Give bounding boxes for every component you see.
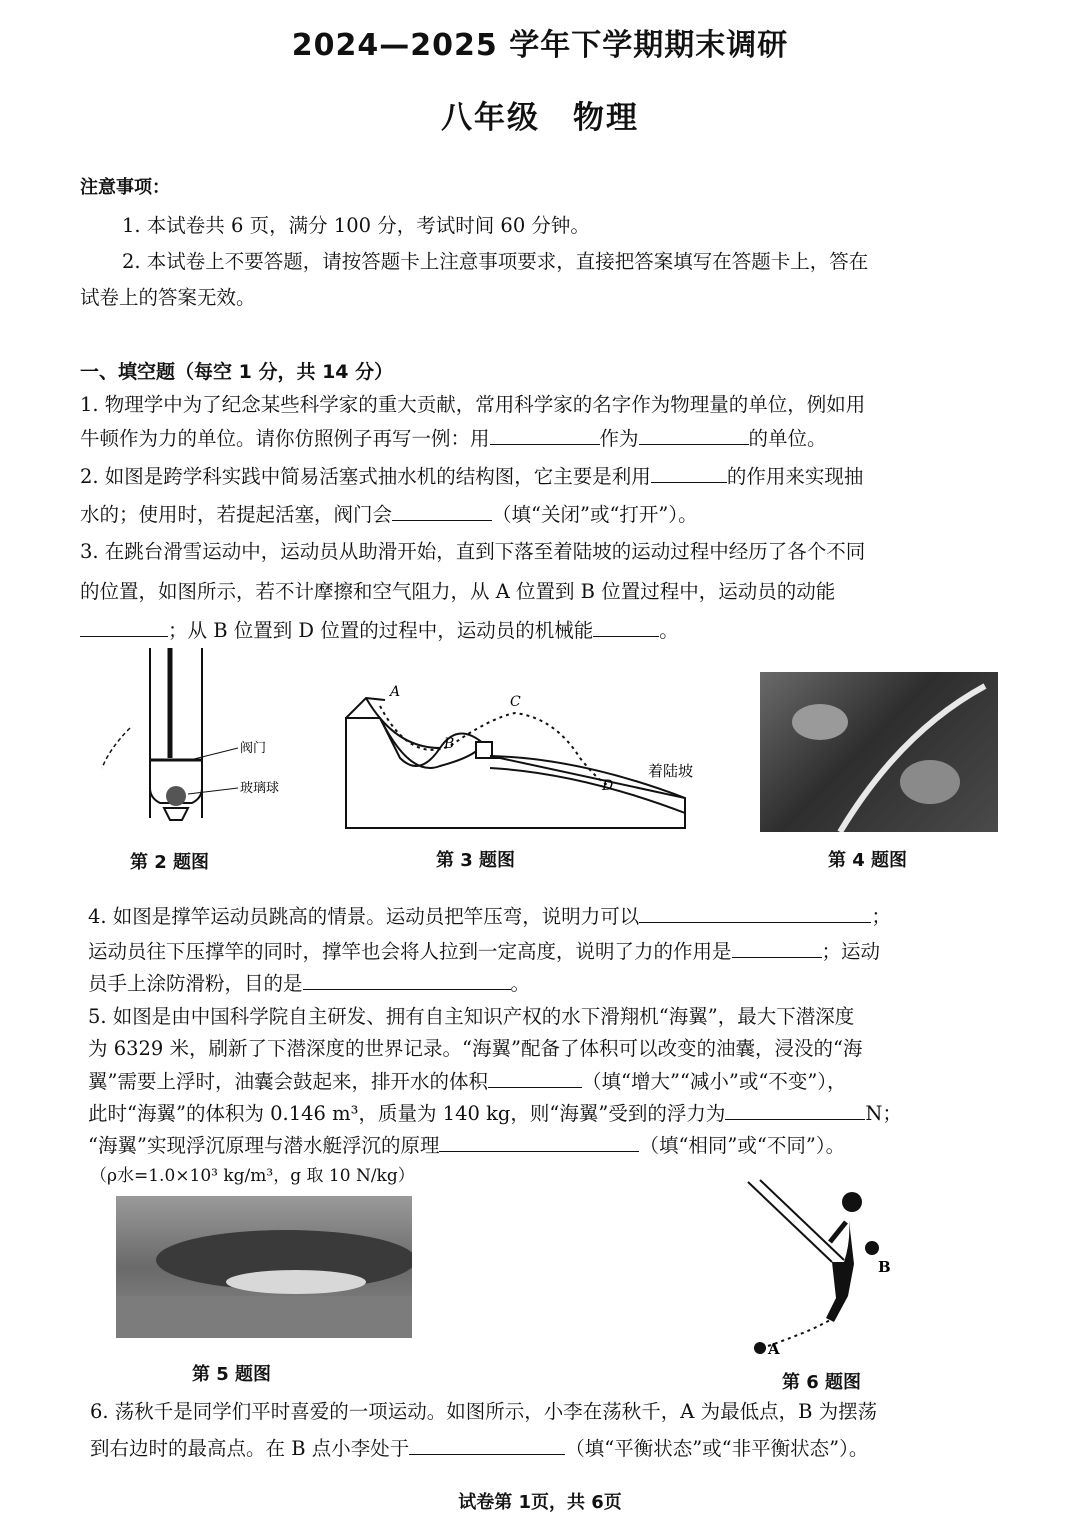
question-5-line-4 xyxy=(88,1101,988,1126)
ski-jump-diagram xyxy=(340,678,740,838)
q2-text-b: 的作用来实现抽 xyxy=(726,465,864,488)
q5-text-a: 翼”需要上浮时，油囊会鼓起来，排开水的体积 xyxy=(88,1070,488,1093)
notice-item-2a: 2. 本试卷上不要答题，请按答题卡上注意事项要求，直接把答案填写在答题卡上，答在 xyxy=(122,250,869,273)
question-5-constants: （ρ水=1.0×10³ kg/m³，g 取 10 N/kg） xyxy=(90,1166,415,1186)
question-1-line-2 xyxy=(80,426,980,451)
q3-blank-1[interactable] xyxy=(80,618,168,637)
q4-text-c: 运动员往下压撑竿的同时，撑竿也会将人拉到一定高度，说明了力的作用是 xyxy=(88,940,732,963)
section-heading: 一、填空题（每空 1 分，共 14 分） xyxy=(80,361,394,383)
point-d-label: D xyxy=(602,778,614,794)
q4-blank-2[interactable] xyxy=(732,939,822,958)
figure-4-caption: 第 4 题图 xyxy=(828,850,908,871)
question-1-line-1: 1. 物理学中为了纪念某些科学家的重大贡献，常用科学家的名字作为物理量的单位，例如用 xyxy=(80,393,866,416)
question-6-line-1: 6. 荡秋千是同学们平时喜爱的一项运动。如图所示，小李在荡秋千，A 为最低点，B 为摆荡 xyxy=(90,1400,878,1423)
q3-text-a: ；从 B 位置到 D 位置的过程中，运动员的机械能 xyxy=(168,619,594,642)
question-5-line-3 xyxy=(88,1069,988,1094)
q5-blank-1[interactable] xyxy=(488,1069,582,1088)
point-a-label: A xyxy=(768,1340,780,1358)
point-a-label: A xyxy=(390,684,401,700)
figure-2-caption: 第 2 题图 xyxy=(130,852,210,873)
glider-photo xyxy=(116,1196,412,1338)
q4-blank-1[interactable] xyxy=(639,904,871,923)
q4-text-b: ； xyxy=(871,905,891,928)
question-2-line-2 xyxy=(80,502,980,527)
q2-text-a: 2. 如图是跨学科实践中简易活塞式抽水机的结构图，它主要是利用 xyxy=(80,465,651,488)
figure-6-caption: 第 6 题图 xyxy=(782,1372,862,1393)
q1-text-a: 牛顿作为力的单位。请你仿照例子再写一例：用 xyxy=(80,427,490,450)
glass-ball-label: 玻璃球 xyxy=(240,781,280,796)
question-3-line-1: 3. 在跳台滑雪运动中，运动员从助滑开始，直到下落至着陆坡的运动过程中经历了各个不同 xyxy=(80,540,866,563)
q1-blank-1[interactable] xyxy=(490,426,600,445)
q2-blank-1[interactable] xyxy=(651,464,727,483)
q2-blank-2[interactable] xyxy=(392,502,492,521)
q4-text-a: 4. 如图是撑竿运动员跳高的情景。运动员把竿压弯，说明力可以 xyxy=(88,905,640,928)
q4-text-e: 员手上涂防滑粉，目的是 xyxy=(88,972,303,995)
q4-blank-3[interactable] xyxy=(303,971,511,990)
question-4-line-3 xyxy=(88,971,988,996)
q5-text-e: “海翼”实现浮沉原理与潜水艇浮沉的原理 xyxy=(88,1134,440,1157)
swing-diagram xyxy=(740,1178,920,1358)
notice-item-2b: 试卷上的答案无效。 xyxy=(80,286,256,309)
question-4-line-1 xyxy=(88,904,988,929)
pole-vault-photo xyxy=(760,672,998,832)
notice-item-1: 1. 本试卷共 6 页，满分 100 分，考试时间 60 分钟。 xyxy=(122,214,590,237)
q1-blank-2[interactable] xyxy=(639,426,749,445)
valve-label: 阀门 xyxy=(240,741,267,756)
q4-text-d: ；运动 xyxy=(821,940,881,963)
question-6-line-2 xyxy=(90,1436,990,1461)
q5-blank-2[interactable] xyxy=(725,1101,865,1120)
q5-text-c: 此时“海翼”的体积为 0.146 m³，质量为 140 kg，则“海翼”受到的浮力为 xyxy=(88,1102,726,1125)
q5-text-d: N； xyxy=(865,1102,902,1125)
question-4-line-2 xyxy=(88,939,988,964)
notice-heading: 注意事项： xyxy=(80,177,170,198)
pump-diagram xyxy=(90,648,290,838)
q4-text-f: 。 xyxy=(510,972,531,995)
q5-text-b: （填“增大”“减小”或“不变”）， xyxy=(581,1070,847,1093)
figure-3-caption: 第 3 题图 xyxy=(436,850,516,871)
point-b-label: B xyxy=(444,736,455,752)
figure-5-caption: 第 5 题图 xyxy=(192,1364,272,1385)
point-b-label: B xyxy=(878,1258,891,1276)
q2-text-d: （填“关闭”或“打开”）。 xyxy=(492,503,698,526)
page-footer: 试卷第 1页，共 6页 xyxy=(458,1492,622,1513)
q6-blank-1[interactable] xyxy=(409,1436,565,1455)
landing-slope-label: 着陆坡 xyxy=(648,762,694,780)
point-c-label: C xyxy=(510,694,521,710)
question-5-line-1: 5. 如图是由中国科学院自主研发、拥有自主知识产权的水下滑翔机“海翼”，最大下潜深度 xyxy=(88,1005,855,1028)
q1-text-b: 作为 xyxy=(599,427,639,450)
question-5-line-2: 为 6329 米，刷新了下潜深度的世界记录。“海翼”配备了体积可以改变的油囊，浸没的“海 xyxy=(88,1037,863,1060)
exam-title: 2024—2025 学年下学期期末调研 xyxy=(291,28,789,63)
q5-text-f: （填“相同”或“不同”）。 xyxy=(639,1134,846,1157)
q3-blank-2[interactable] xyxy=(593,618,659,637)
q1-text-c: 的单位。 xyxy=(748,427,827,450)
question-2-line-1 xyxy=(80,464,980,489)
q3-text-b: 。 xyxy=(659,619,679,642)
question-3-line-3 xyxy=(80,618,980,643)
q2-text-c: 水的；使用时，若提起活塞，阀门会 xyxy=(80,503,393,526)
question-5-line-5 xyxy=(88,1133,988,1158)
q6-text-b: （填“平衡状态”或“非平衡状态”）。 xyxy=(565,1437,869,1460)
q5-blank-3[interactable] xyxy=(439,1133,639,1152)
exam-subtitle: 八年级 物理 xyxy=(441,100,639,136)
q6-text-a: 到右边时的最高点。在 B 点小李处于 xyxy=(90,1437,410,1460)
question-3-line-2: 的位置，如图所示，若不计摩擦和空气阻力，从 A 位置到 B 位置过程中，运动员的动能 xyxy=(80,580,836,603)
